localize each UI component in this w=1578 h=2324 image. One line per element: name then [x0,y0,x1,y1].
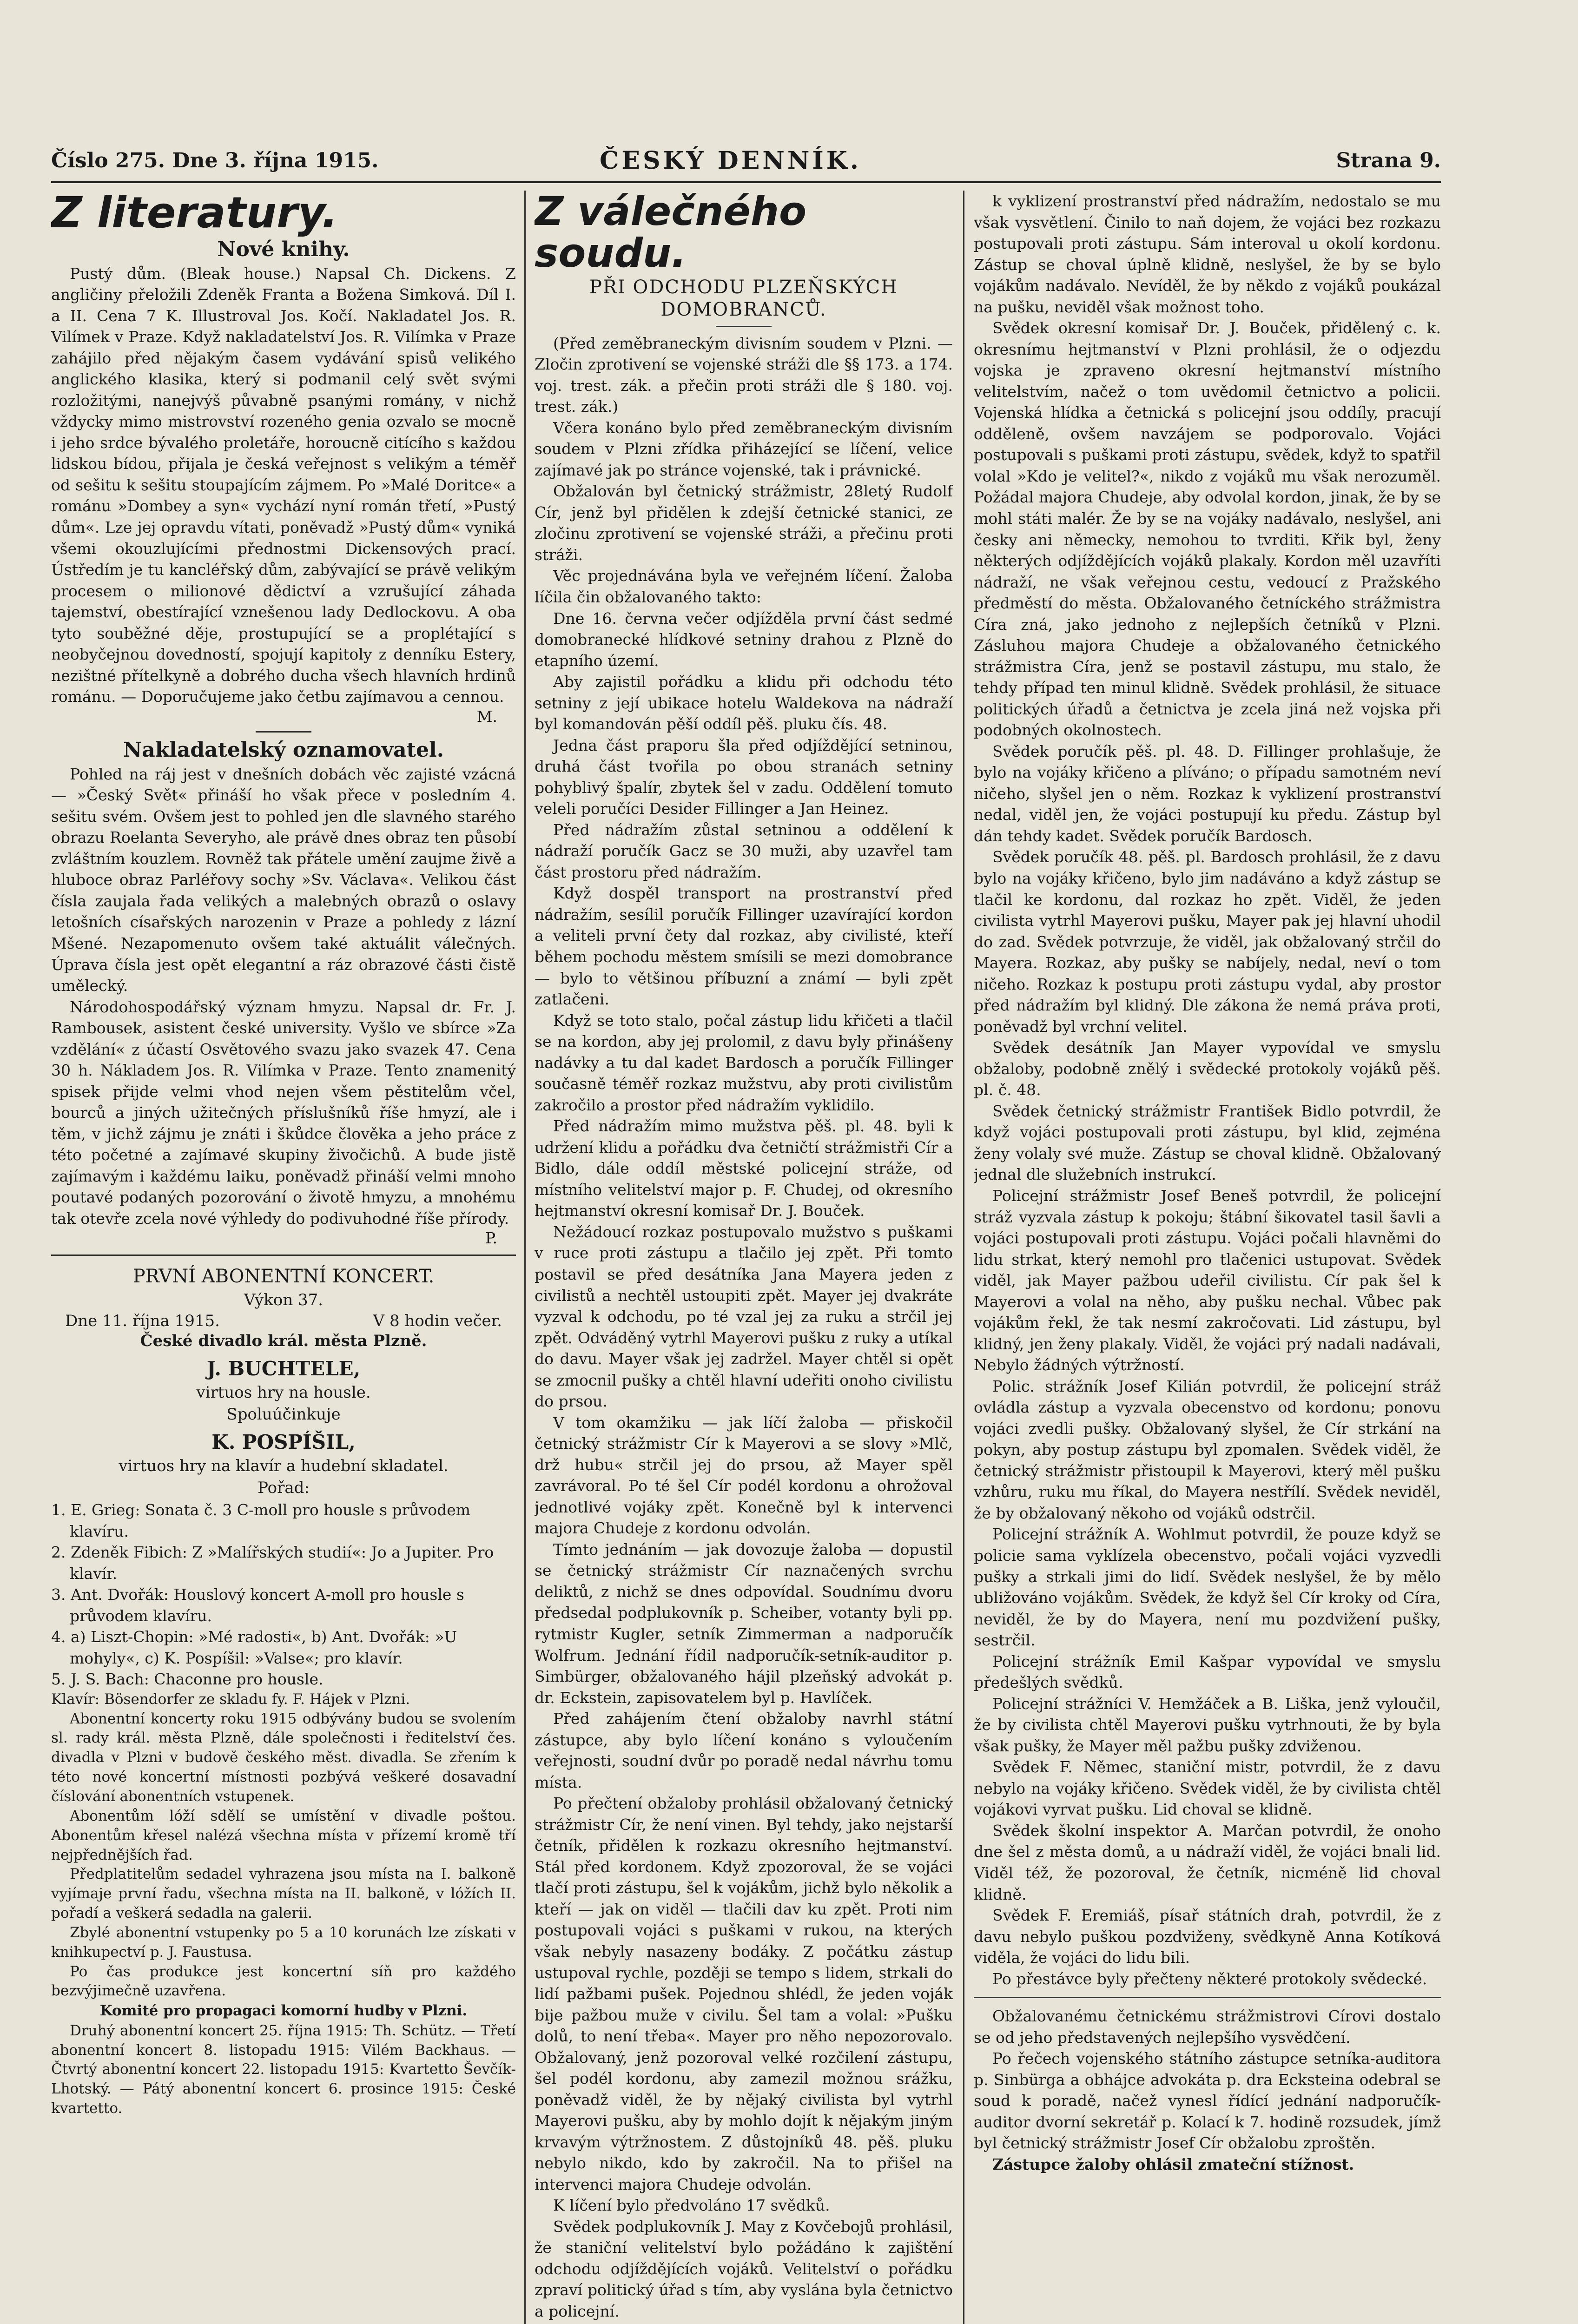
article-paragraph: Svědek poručík 48. pěš. pl. Bardosch prohlásil, že z davu bylo na vojáky křičeno, bylo jim nadáváno a když zástup se tlačil ke kordonu, dal rozkaz ho zpět. Viděl, že jeden civilista vytrhl Mayerovi pušku, Mayer pak jej hlavní uhodil do zad. Svědek potvrzuje, že viděl, jak obžalovaný strčil do Mayera. Rozkaz, aby pušky se nabíjely, nedal, neví o tom ničeho. Rozkaz k postupu proti zástupu vydal, aby prostor před nádražím byl klidný. Dle zákona že nemá práva proti, poněvadž byl vrchní velitel. [974,848,1441,1036]
divider [256,731,311,733]
issue-info: Číslo 275. Dne 3. října 1915. [51,149,379,172]
article-paragraph: Svědek desátník Jan Mayer vypovídal ve smyslu obžaloby, podobně znělý i svědecké protokoly vojáků pěš. pl. č. 48. [974,1038,1441,1099]
article-intro: (Před zeměbraneckým divisním soudem v Plzni. — Zločin zprotivení se vojenské stráži dle §§ 173. a 174. voj. trest. zák. a přečin proti stráži dle § 180. voj. trest. zák.) [535,334,953,416]
article-paragraph: Před zahájením čtení obžaloby navrhl státní zástupce, aby bylo líčení konáno s vyloučením veřejnosti, soudní dvůr po poradě nedal návrhu tomu místa. [535,1710,953,1791]
article-paragraph: Nežádoucí rozkaz postupovalo mužstvo s puškami v ruce proti zástupu a tlačilo jej zpět. Při tomto postavil se před desátníka Jana Mayera jeden z civilistů a nechtěl ustoupiti zpět. Mayer jej dvakráte vyzval k odchodu, po té vzal jej za ruku a strčil jej zpět. Odváděný vytrhl Mayerovi pušku z ruky a utíkal do davu. Mayer však jej zadržel. Mayer chtěl si opět se zmocnil pušky a chtěl hlavní udeřiti onoho civilistu do prsou. [535,1222,953,1411]
concert-title: PRVNÍ ABONENTNÍ KONCERT. [132,1266,435,1287]
article-paragraph [535,2322,953,2324]
article-paragraph: Předplatitelům sedadel vyhrazena jsou místa na I. balkoně vyjímaje první řadu, všechna místa na II. balkoně, v lóžích II. pořadí a veškerá sedadla na galerii. [51,1866,516,1922]
article-paragraph: Věc projednávána byla ve veřejném líčení. Žaloba líčila čin obžalovaného takto: [535,567,953,606]
article-paragraph: Policejní strážník Emil Kašpar vypovídal ve smyslu předešlých svědků. [974,1652,1441,1692]
article-paragraph: Svědek F. Eremiáš, písař státních drah, potvrdil, že z davu nebylo puškou pozdviženy, svědkyně Anna Kotíková viděla, že vojáci do lidu bili. [974,1906,1441,1967]
article-subtitle: PŘI ODCHODU PLZEŇSKÝCH [589,276,898,298]
column-divider [963,191,964,2324]
concert-datetime [51,1312,516,1330]
article-paragraph: Tímto jednáním — jak dovozuje žaloba — dopustil se četnický strážmistr Cír naznačených svrchu deliktů, z nichž se dnes odpovídal. Soudnímu dvoru předsedal podplukovník p. Scheiber, votanty byli pp. rytmistr Kugler, setník Zimmerman a nadporučík Wolfrum. Jednání řídil nadporučík-setník-auditor p. Simbürger, obžalovaného hájil plzeňský advokát p. dr. Eckstein, zapisovatelem byl p. Havlíček. [535,1540,953,1707]
article-paragraph: Po čas produkce jest koncertní síň pro každého bezvýjimečně uzavřena. [51,1963,516,2000]
artist-role: virtuos hry na housle. [196,1383,371,1402]
concert-date: Dne 11. října 1915. [65,1312,220,1331]
article-paragraph: Policejní strážmistr Josef Beneš potvrdil, že policejní stráž vyzvala zástup k pokoju; štábní šikovatel tasil šavli a vojáci postupovali proti zástupu. Vojáci počali hlavněmi do lidu strkat, který nemohl pro tlačenici ustupovat. Svědek viděl, jak Mayer pažbou udeřil civilistu. Cír pak šel k Mayerovi a volal na něho, aby pušku nechal. Vůbec pak vojákům řekl, že tak nesmí zakročovati. Lid zástupu, byl klidný, jen ženy plakaly. Viděl, že vojáci prý nadali nadávali, Nebylo žádných výtržností. [974,1186,1441,1374]
column-literature [51,191,516,2324]
article-paragraph: Svědek četnický strážmistr František Bidlo potvrdil, že když vojáci postupovali proti zástupu, byl klid, zejména ženy volaly své muže. Zástup se choval klidně. Obžalovaný jednal dle služebních instrukcí. [974,1102,1441,1184]
program-item: 3. Ant. Dvořák: Houslový koncert A-moll pro housle s průvodem klavíru. [51,1585,464,1625]
concert-time: V 8 hodin večer. [373,1312,502,1331]
artist-name: J. BUCHTELE, [206,1357,361,1380]
column-war-court-continued [974,191,1441,2324]
page-header [51,139,1441,183]
verdict-paragraph: Po řečech vojenského státního zástupce setníka-auditora p. Sinbürga a obhájce advokáta p. dra Ecksteina odebral se soud k poradě, načež vynesl řídící jednání nadporučík-auditor dvorní sekretář p. Kolací k 7. hodině rozsudek, jímž byl četnický strážmistr Josef Cír obžalobu zproštěn. [974,2049,1441,2152]
section-heading-war-court: Z válečného soudu. [535,191,807,277]
article-paragraph: Svědek F. Němec, staniční mistr, potvrdil, že z davu nebylo na vojáky křičeno. Svědek viděl, že by civilista chtěl vojákovi vyrvat pušku. Lid choval se klidně. [974,1758,1441,1819]
article-paragraph: Po přečtení obžaloby prohlásil obžalovaný četnický strážmistr Cír, že není vinen. Byl tehdy, jako nejstarší četník, přidělen k rozkazu okresního hejtmanství. Stál před kordonem. Když zpozoroval, že se vojáci tlačí proti zástupu, šel k vojákům, jichž bylo několik a kteří — jak on viděl — tlačili dav ku zpět. Proti nim postupovali vojáci s puškami v rukou, na kterých však nebyly nasazeny bodáky. Z počátku zástup ustupoval rychle, později se tempo s lidem, strkali do lidí pažbami pušek. Pojednou shlédl, že jeden voják bije pažbou muže v civilu. Šel tam a volal: »Pušku dolů, to není třeba«. Mayer pro něho nepozorovalo. Obžalovaný, jenž pozoroval velké rozčilení zástupu, šel podél kordonu, aby zamezil možnou srážku, poněvadž viděl, že by nějaký civilista byl vytrhl Mayerovi pušku, aby by mohlo dojít k nějakým jiným krvavým výtržnostem. Z důstojníků 48. pěš. pluku nebylo nikdo, kdo by zakročil. Na to přišel na intervenci majora Chudeje odvolán. [535,1794,953,2193]
article-paragraph: V tom okamžiku — jak líčí žaloba — přiskočil četnický strážmistr Cír k Mayerovi a se slovy »Mlč, drž hubu« strčil jej do prsou, až Mayer spěl zavrávoral. Po té šel Cír podél kordonu a ohrožoval jednotlivé vojáky zpět. Konečně byl k intervenci majora Chudeje z kordonu odvolán. [535,1413,953,1538]
article-paragraph: Před nádražím zůstal setninou a oddělení k nádraží poručík Gacz se 30 muži, aby uzavřel tam část prostoru před nádražím. [535,820,953,881]
article-paragraph: K líčení bylo předvoláno 17 svědků. [553,2196,830,2215]
article-paragraph: Abonentní koncerty roku 1915 odbývány budou se svolením sl. rady král. města Plzně, dále společnosti i ředitelství čes. divadla v Plzni v budově českého měst. divadla. Se zřením k této nové koncertní místnosti pozbývá veškeré dosavadní číslování abonentních vstupenek. [51,1710,516,1805]
concert-number: Výkon 37. [244,1291,324,1310]
article-paragraph: Klavír: Bösendorfer ze skladu fy. F. Hájek v Plzni. [51,1690,410,1708]
program-item: 4. a) Liszt-Chopin: »Mé radosti«, b) Ant. Dvořák: »U mohyly«, c) K. Pospíšil: »Valse«; pro klavír. [51,1628,457,1667]
article-paragraph: Svědek školní inspektor A. Marčan potvrdil, že onoho dne šel z města domů, a u nádraží viděl, že vojáci bnali lid. Viděl též, že pozoroval, že četník, nicméně lid choval klidně. [974,1821,1441,1903]
article-paragraph: Aby zajistil pořádku a klidu při odchodu této setniny z její ubikace hotelu Waldekova na nádraží byl komandován pěší oddíl pěš. pluku čís. 48. [535,673,953,733]
cooperates-label: Spoluúčinkuje [226,1405,341,1424]
committee-name: Komité pro propagaci komorní hudby v Plzni. [99,2002,468,2020]
subsection-heading: Nové knihy. [217,237,350,261]
article-paragraph: Dne 16. června večer odjížděla první část sedmé domobranecké hlídkové setniny drahou z Plzně do etapního území. [535,609,953,670]
article-paragraph: Když dospěl transport na prostranství před nádražím, sesílil poručík Fillinger uzavírající kordon a veliteli první čety dal rozkaz, aby civilisté, kteří během pochodu městem smísili se mezi domobrance — bylo to většinou příbuzní a známí — byli zpět zatlačeni. [535,884,953,1009]
section-heading-literature: Z literatury. [51,191,338,238]
article-paragraph: Zbylé abonentní vstupenky po 5 a 10 korunách lze získati v knihkupectví p. J. Faustusa. [51,1924,516,1961]
article-paragraph: Policejní strážník A. Wohlmut potvrdil, že pouze když se policie sama vyklízela obecenstvo, počali vojáci vyzvedli pušky a strkali jimi do lidí. Svědek neslyšel, že by mělo ubližováno vojákům. Svědek, že když šel Cír kroky od Círa, neviděl, že by do Mayera, není mu pozdvižení pušky, sestrčil. [974,1525,1441,1650]
article-paragraph: Svědek podplukovník J. May z Kovčebojů prohlásil, že staniční velitelství bylo požádáno k zajištění odchodu odjíždějících vojáků. Velitelství o pořádku zpraví politický úřad s tím, aby vyslána byla četnictvo a policejní. [535,2217,953,2320]
author-signature: M. [476,707,497,726]
program-item: 2. Zdeněk Fibich: Z »Malířských studií«: Jo a Jupiter. Pro klavír. [51,1543,494,1583]
article-paragraph: Svědek okresní komisař Dr. J. Bouček, přidělený c. k. okresnímu hejtmanství v Plzni prohlásil, že o odjezdu vojska je zpraveno okresní hejtmanství místního velitelstvím, načež o tom uvědomil četnictvo a policii. Vojenská hlídka a četnická s policejní jsou oddíly, pracují odděleně, ovšem navzájem se podporovalo. Vojáci postupovali s puškami proti zástupu, svědek, když to spatřil volal »Kdo je velitel?«, nikdo z vojáků mu však nerozuměl. Požádal majora Chudeje, aby odvolal kordon, jinak, že by se mohl státi malér. Že by se na vojáky nadávalo, neslyšel, ani česky ani německy, nemohou to tvrditi. Křik byl, ženy některých odjíždějících vojáků plakaly. Kordon měl uzavříti nádraží, ne však veřejnou cestu, vedoucí z Pražského předměstí do města. Obžalovaného četníckého strážmistra Círa zná, jako jednoho z nejlepších četníků v Plzni. Zásluhou majora Chudeje a obžalovaného četnického strážmistra Círa, jenž se postavil zástupu, mu stalo, že tehdy případ ten minul klidně. Svědek prohlásil, že situace politických úřadů a četnictva je zcela jiná než vojska při podobných okolnostech. [974,319,1441,739]
artist-role: virtuos hry na klavír a hudební skladatel. [119,1456,449,1475]
article-paragraph: Když se toto stalo, počal zástup lidu křičeti a tlačil se na kordon, aby jej prolomil, z davu byly přinášeny nadávky a tu dal kadet Bardosch a poručík Fillinger současně téměř rozkaz mužstvu, aby proti civilistům zakročilo a prostor před nádražím vyklidilo. [535,1011,953,1114]
newspaper-page [51,139,1446,2324]
subsection-heading: Nakladatelský oznamovatel. [123,738,444,762]
page-number: Strana 9. [1336,149,1441,172]
article-paragraph: Abonentům lóží sdělí se umístění v divadle poštou. Abonentům křesel nalézá všechna místa v přízemí kromě tří nejpřednějších řad. [51,1807,516,1863]
article-paragraph: Polic. strážník Josef Kilián potvrdil, že policejní stráž ovládla zástup a vyzvala obecenstvo od kordonu; ponovu vojáci zvedli pušky. Obžalovaný slyšel, že Cír strkání na pokyn, aby postup zástupu byl zpomalen. Svědek viděl, že četnický strážmistr přistoupil k Mayerovi, který měl pušku vzhůru, ruku mu říkal, do Mayera nestřílí. Svědek neviděl, že by obžalovaný někoho od vojáků odstrčil. [974,1377,1441,1522]
article-paragraph: Národohospodářský význam hmyzu. Napsal dr. Fr. J. Rambousek, asistent české university. Vyšlo ve sbírce »Za vzdělání« z účastí Osvětového svazu jako svazek 47. Cena 30 h. Nákladem Jos. R. Vilímka v Praze. Tento znamenitý spisek přijde velmi vhod nejen všem pěstitelům včel, bourců a jiných užitečných příslušníků říše hmyzí, ale i těm, v jichž zájmu je znáti i škůdce člověka a jeho práce z této početné a zajímavé skupiny živočichů. A bude jistě zajímavým i každému laiku, poněvadž přináší velmi mnoho poutavé podaných pozorování o životě hmyzu, a mnohému tak otevře zcela nové výhledy do podivuhodné říše přírody. [51,997,516,1228]
divider [974,1997,1441,1998]
article-paragraph: Po přestávce byly přečteny některé protokoly svědecké. [992,1969,1427,1988]
closing-statement: Zástupce žaloby ohlásil zmateční stížnost. [992,2155,1354,2173]
program-title: Pořad: [257,1479,310,1498]
verdict-paragraph: Obžalovanému četnickému strážmistrovi Círovi dostalo se od jeho představených nejlepšího vysvědčení. [974,2007,1441,2047]
article-paragraph: k vyklizení prostranství před nádražím, nedostalo se mu však vysvětlení. Činilo to naň dojem, že vojáci bez rozkazu postupovali proti zástupu. Sám interoval u okolí kordonu. Zástup se choval úplně klidně, neslyšel, že by se bylo vojákům nadávalo. Nevíděl, že by někdo z vojáků poukázal na pušku, neviděl však možnost toho. [974,192,1441,316]
article-paragraph: Pohled na ráj jest v dnešních dobách věc zajisté vzácná — »Český Svět« přináší ho však přece v posledním 4. sešitu svém. Ovšem jest to pohled jen dle slavného starého obrazu Roelanta Severyho, ale právě dnes obraz ten působí zvláštním kouzlem. Rovněž tak přátele umění zaujme živě a hluboce obraz Parléřovy sochy »Sv. Václava«. Velikou část čísla zaujala řada velikých a malebných obrazů o oslavy letošních císařských narozenin v Praze a pohledy z lázní Mšené. Nezapomenuto ovšem také aktuálit válečných. Úprava čísla jest opět elegantní a ráz obrazové části čistě umělecký. [51,765,516,995]
article-body [535,417,953,2324]
article-subtitle: DOMOBRANCŮ. [660,298,827,320]
article-paragraph: Druhý abonentní koncert 25. října 1915: Th. Schütz. — Třetí abonentní koncert 8. listopadu 1915: Vilém Backhaus. — Čtvrtý abonentní koncert 22. listopadu 1915: Kvartetto Ševčík-Lhotský. — Pátý abonentní koncert 6. prosince 1915: České kvartetto. [51,2022,516,2117]
article-body [974,191,1441,1989]
program-item: 1. E. Grieg: Sonata č. 3 C-moll pro housle s průvodem klavíru. [51,1501,471,1540]
article-paragraph: Jedna část praporu šla před odjíždějící setninou, druhá část tvořila po obou stranách setniny pohyblivý špalír, zbytek šel v zadu. Oddělení tomuto veleli poručíci Desider Fillinger a Jan Heinez. [535,736,953,818]
author-signature: P. [485,1229,497,1248]
divider [51,1254,516,1256]
concert-venue: České divadlo král. města Plzně. [140,1332,427,1351]
column-divider [524,191,526,2324]
artist-name: K. POSPÍŠIL, [211,1430,356,1453]
article-paragraph: Svědek poručík pěš. pl. 48. D. Fillinger prohlašuje, že bylo na vojáky křičeno a plíváno; o případu samotném neví ničeho, slyšel jen o něm. Rozkaz k vyklizení prostranství nedal, viděl jen, že vojáci postupují ku předu. Zástup byl dán tehdy kadet. Svědek poručík Bardosch. [974,742,1441,845]
article-paragraph: Obžalován byl četnický strážmistr, 28letý Rudolf Cír, jenž byl přidělen k zdejší četnické stanici, ze zločinu zprotivení se vojenské stráži, a přečinu proti stráži. [535,482,953,564]
newspaper-title: ČESKÝ DENNÍK. [600,146,862,175]
article-paragraph: Policejní strážníci V. Hemžáček a B. Liška, jenž vyloučil, že by civilista chtěl Mayerovi pušku vytrhnouti, že by byla však pušky, že Mayer měl pažbu pušky zdviženou. [974,1694,1441,1755]
article-paragraph: Včera konáno bylo před zeměbraneckým divisním soudem v Plzni zřídka přiházející se líčení, velice zajímavé jak po stránce vojenské, tak i právnické. [535,418,953,479]
divider [716,326,772,327]
column-war-court [535,191,953,2324]
article-paragraph: Před nádražím mimo mužstva pěš. pl. 48. byli k udržení klidu a pořádku dva četničtí strážmistři Cír a Bidlo, dále oddíl městské policejní stráže, od místního velitelství major p. F. Chudej, od okresního hejtmanství okresní komisař Dr. J. Bouček. [535,1117,953,1220]
program-item: 5. J. S. Bach: Chaconne pro housle. [51,1670,324,1689]
article-paragraph: Pustý dům. (Bleak house.) Napsal Ch. Dickens. Z angličiny přeložili Zdeněk Franta a Božena Simková. Díl I. a II. Cena 7 K. Illustroval Jos. Kočí. Nakladatel Jos. R. Vilímek v Praze. Když nakladatelství Jos. R. Vilímka v Praze zahájilo před nějakým časem vydávání spisů velikého anglického klasika, který si podmanil celý svět svými rozložitými, nanejvýš půvabně psanými romány, v nichž vždycky mimo mistrovství rozeného genia ozvalo se mocně i jeho srdce bývalého proletáře, horoucně citícího s každou lidskou bídou, přijala je česká veřejnost s velikým a téměř od sešitu k sešitu stoupajícím zájmem. Po »Malé Doritce« a románu »Dombey a syn« vychází nyní román třetí, »Pustý dům«. Lze jej opravdu vítati, poněvadž »Pustý dům« vyniká všemi okouzlujícími přednostmi Dickensových prací. Ústředím je tu kancléřský dům, zabývající se právě velikým procesem o milionové dědictví a vzrušující záhada tajemství, obestírající vznešenou lady Dedlockovu. A oba tyto souběžné děje, prostupující se a proplétající s neobyčejnou dovedností, spojují kapitoly z denníku Estery, nezištné přítelkyně a dobrého ducha všech hlavních hrdinů románu. — Doporučujeme jako četbu zajímavou a cennou. [51,264,516,706]
